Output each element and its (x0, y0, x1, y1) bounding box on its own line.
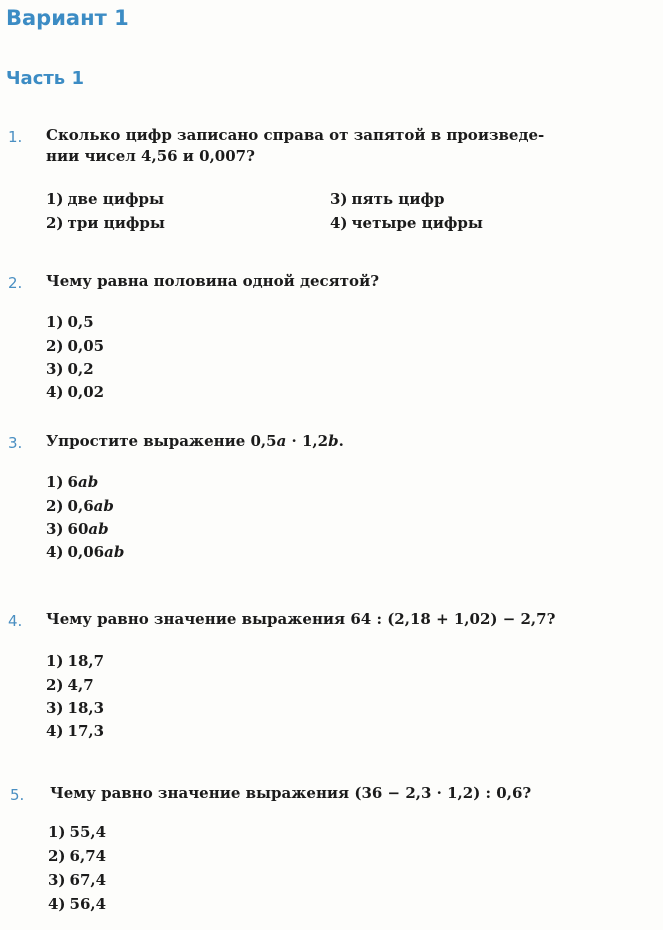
option-prefix: 3) (46, 699, 64, 717)
option-prefix: 3) (46, 360, 64, 378)
option-number: 0,6 (67, 497, 94, 515)
option-prefix: 4) (46, 543, 64, 561)
question-1-option-3 (330, 190, 445, 208)
question-1-text-line-1: Сколько цифр записано справа от запятой в произведе- (46, 126, 545, 144)
option-text: 67,4 (69, 871, 107, 889)
question-5-option-3 (48, 871, 106, 889)
option-text: 18,7 (67, 652, 105, 670)
question-2-option-3 (46, 360, 94, 378)
question-3-option-2 (46, 497, 114, 515)
option-text: 0,02 (67, 383, 105, 401)
option-variable: ab (93, 497, 114, 515)
option-number: 0,06 (67, 543, 105, 561)
option-prefix: 1) (46, 473, 64, 491)
option-variable: ab (77, 473, 99, 491)
question-1-number: 1. (8, 128, 23, 146)
option-text: 17,3 (67, 722, 105, 740)
option-prefix: 3) (46, 520, 64, 538)
question-5-option-2 (48, 847, 106, 865)
question-3-option-3 (46, 520, 109, 538)
question-3-text-prefix: Упростите выражение 0,5 (46, 432, 277, 450)
option-prefix: 2) (46, 337, 64, 355)
option-prefix: 4) (330, 214, 348, 232)
question-5-option-4 (48, 895, 106, 913)
option-prefix: 2) (46, 214, 64, 232)
question-2-option-1 (46, 313, 94, 331)
question-1-text (46, 125, 544, 167)
question-4-option-4 (46, 722, 104, 740)
option-number: 60 (67, 520, 89, 538)
option-text: 0,2 (67, 360, 94, 378)
question-3-option-4 (46, 543, 124, 561)
question-3-number: 3. (8, 434, 23, 452)
question-3-text (46, 431, 344, 452)
question-1-option-1 (46, 190, 164, 208)
option-text: 55,4 (69, 823, 107, 841)
option-number: 6 (67, 473, 78, 491)
part-title: Часть 1 (6, 68, 84, 89)
question-3-option-1 (46, 473, 98, 491)
option-prefix: 4) (46, 383, 64, 401)
variant-title: Вариант 1 (6, 6, 129, 30)
option-variable: ab (88, 520, 109, 538)
question-1-option-4 (330, 214, 483, 232)
option-prefix: 4) (46, 722, 64, 740)
option-text: три цифры (67, 214, 165, 232)
question-3-text-end: . (338, 432, 344, 450)
option-prefix: 3) (330, 190, 348, 208)
question-2-option-2 (46, 337, 104, 355)
option-text: 4,7 (67, 676, 94, 694)
option-prefix: 1) (46, 652, 64, 670)
option-prefix: 2) (46, 497, 64, 515)
option-text: 6,74 (69, 847, 107, 865)
question-5-option-1 (48, 823, 106, 841)
option-text: четыре цифры (351, 214, 483, 232)
option-prefix: 2) (46, 676, 64, 694)
variable-a: a (276, 432, 287, 450)
question-5-text: Чему равно значение выражения (36 − 2,3 · 1,2) : 0,6? (50, 784, 532, 802)
option-variable: ab (104, 543, 125, 561)
question-2-number: 2. (8, 274, 23, 292)
question-4-number: 4. (8, 612, 23, 630)
question-2-option-4 (46, 383, 104, 401)
option-text: 0,5 (67, 313, 94, 331)
question-3-text-mid: · 1,2 (286, 432, 329, 450)
question-4-option-3 (46, 699, 104, 717)
question-2-text: Чему равна половина одной десятой? (46, 272, 379, 290)
option-text: 56,4 (69, 895, 107, 913)
option-prefix: 2) (48, 847, 66, 865)
option-text: две цифры (67, 190, 164, 208)
question-4-option-1 (46, 652, 104, 670)
option-prefix: 3) (48, 871, 66, 889)
question-1-option-2 (46, 214, 165, 232)
option-text: 0,05 (67, 337, 105, 355)
option-prefix: 1) (46, 190, 64, 208)
question-5-number: 5. (10, 786, 25, 804)
question-4-text: Чему равно значение выражения 64 : (2,18 + 1,02) − 2,7? (46, 610, 556, 628)
option-prefix: 1) (48, 823, 66, 841)
question-1-text-line-2: нии чисел 4,56 и 0,007? (46, 147, 255, 165)
option-prefix: 4) (48, 895, 66, 913)
question-4-option-2 (46, 676, 94, 694)
option-text: пять цифр (351, 190, 445, 208)
variable-b: b (328, 432, 339, 450)
option-text: 18,3 (67, 699, 105, 717)
option-prefix: 1) (46, 313, 64, 331)
